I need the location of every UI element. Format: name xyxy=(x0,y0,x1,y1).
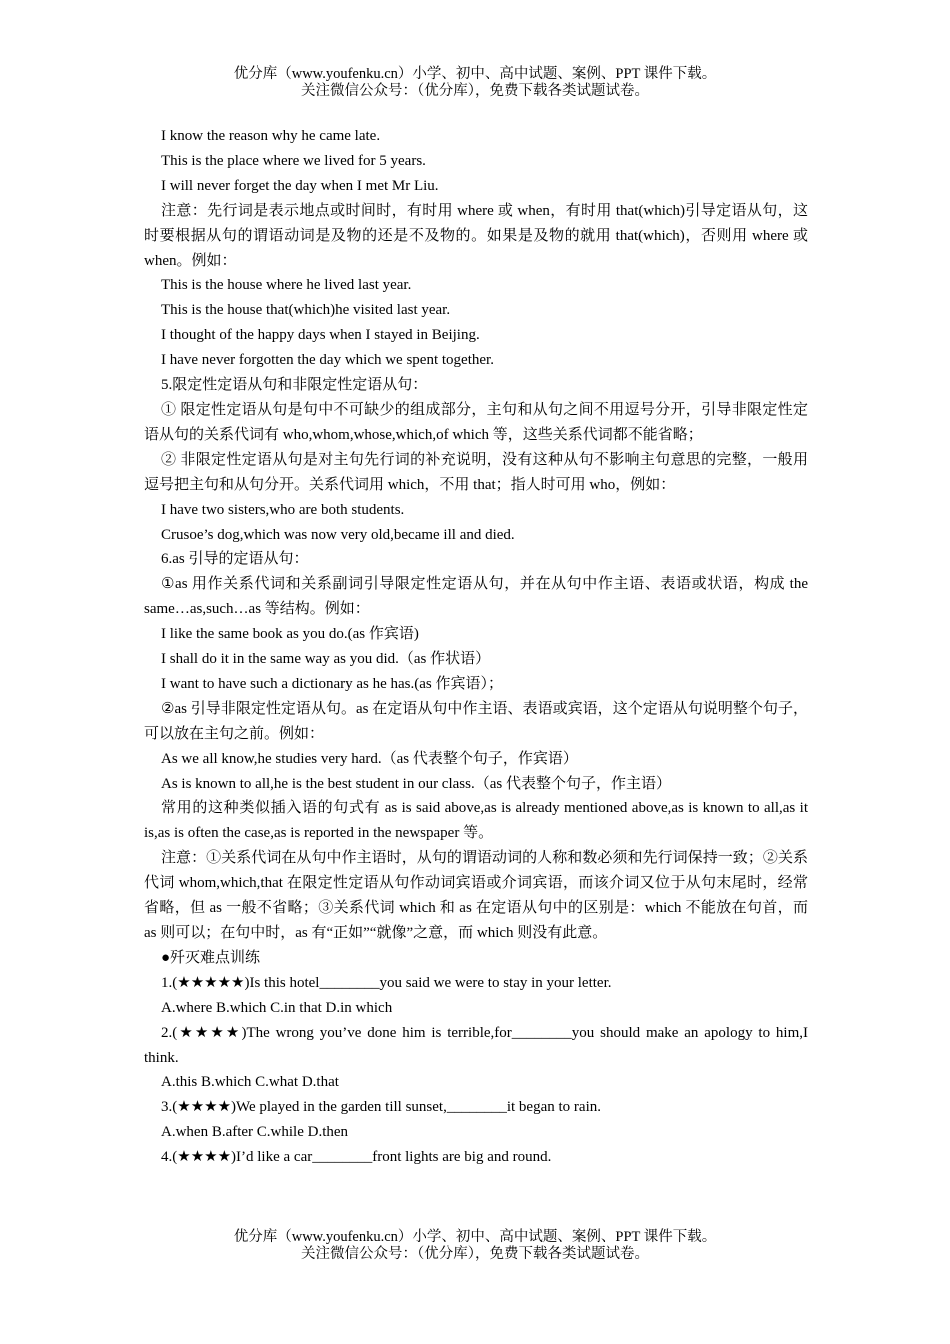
section-heading: 5.限定性定语从句和非限定性定语从句： xyxy=(161,377,428,394)
exercise-section-heading: ●歼灭难点训练 xyxy=(161,949,261,966)
explanation-paragraph: ① 限定性定语从句是句中不可缺少的组成部分，主句和从句之间不用逗号分开，引导非限定性定语从句的关系代词有 who,whom,whose,which,of which 等，这些关系代词都不能省略； xyxy=(144,401,808,443)
explanation-paragraph: 常用的这种类似插入语的句式有 as is said above,as is already mentioned above,as is known to all,as it is,as is often the case,as is reported in the newspaper 等。 xyxy=(144,800,808,842)
exercise-options: A.where B.which C.in that D.in which xyxy=(161,999,393,1016)
footer-line-2: 关注微信公众号：（优分库），免费下载各类试题试卷。 xyxy=(301,1246,649,1262)
page-header xyxy=(0,66,950,100)
note-paragraph: 注意：①关系代词在从句中作主语时，从句的谓语动词的人称和数必须和先行词保持一致；②关系代词 whom,which,that 在限定性定语从句作动词宾语或介词宾语，而该介词又位于从句末尾时，经常省略，但 as 一般不省略；③关系代词 which 和 as 在定语从句中的区别是：which 不能放在句首，而 as 则可以；在句中时，as 有“正如”“就像”之意，而 which 则没有此意。 xyxy=(144,850,808,941)
example-sentence: As is known to all,he is the best student in our class.（as 代表整个句子，作主语） xyxy=(161,775,671,792)
explanation-paragraph: ②as 引导非限定性定语从句。as 在定语从句中作主语、表语或宾语，这个定语从句说明整个句子，可以放在主句之前。例如： xyxy=(144,700,808,742)
example-sentence: I thought of the happy days when I stayed in Beijing. xyxy=(161,327,480,344)
note-paragraph: 注意：先行词是表示地点或时间时，有时用 where 或 when，有时用 that(which)引导定语从句，这时要根据从句的谓语动词是及物的还是不及物的。如果是及物的就用 that(which)，否则用 where 或 when。例如： xyxy=(144,202,808,269)
exercise-question: 4.(★★★★)I’d like a car________front lights are big and round. xyxy=(161,1149,552,1166)
example-sentence: I will never forget the day when I met Mr Liu. xyxy=(161,177,439,194)
page-footer xyxy=(0,1229,950,1263)
example-sentence: As we all know,he studies very hard.（as 代表整个句子，作宾语） xyxy=(161,750,578,767)
exercise-options: A.this B.which C.what D.that xyxy=(161,1074,339,1091)
document-body xyxy=(144,124,808,1170)
explanation-paragraph: ①as 用作关系代词和关系副词引导限定性定语从句，并在从句中作主语、表语或状语，构成 the same…as,such…as 等结构。例如： xyxy=(144,576,808,618)
section-heading: 6.as 引导的定语从句： xyxy=(161,551,309,568)
example-sentence: I like the same book as you do.(as 作宾语) xyxy=(161,626,419,643)
header-line-2: 关注微信公众号：（优分库），免费下载各类试题试卷。 xyxy=(301,83,649,99)
explanation-paragraph: ② 非限定性定语从句是对主句先行词的补充说明，没有这种从句不影响主句意思的完整，一般用逗号把主句和从句分开。关系代词用 which，不用 that；指人时可用 who，例如： xyxy=(144,451,808,493)
example-sentence: This is the place where we lived for 5 years. xyxy=(161,152,426,169)
footer-line-1: 优分库（www.youfenku.cn）小学、初中、高中试题、案例、PPT 课件下载。 xyxy=(233,1229,717,1245)
exercise-question: 1.(★★★★★)Is this hotel________you said we were to stay in your letter. xyxy=(161,974,612,991)
example-sentence: I shall do it in the same way as you did.（as 作状语） xyxy=(161,651,491,668)
exercise-question: 3.(★★★★)We played in the garden till sunset,________it began to rain. xyxy=(161,1099,601,1116)
example-sentence: This is the house where he lived last year. xyxy=(161,277,412,294)
exercise-options: A.when B.after C.while D.then xyxy=(161,1124,349,1141)
example-sentence: I want to have such a dictionary as he has.(as 作宾语）； xyxy=(161,675,503,692)
example-sentence: This is the house that(which)he visited last year. xyxy=(161,302,451,319)
example-sentence: I have never forgotten the day which we spent together. xyxy=(161,352,494,369)
example-sentence: Crusoe’s dog,which was now very old,became ill and died. xyxy=(161,526,515,543)
exercise-question: 2.(★★★★)The wrong you’ve done him is terrible,for________you should make an apology to him,I think. xyxy=(144,1024,808,1066)
example-sentence: I know the reason why he came late. xyxy=(161,128,381,144)
header-line-1: 优分库（www.youfenku.cn）小学、初中、高中试题、案例、PPT 课件下载。 xyxy=(233,66,717,82)
example-sentence: I have two sisters,who are both students. xyxy=(161,501,405,518)
